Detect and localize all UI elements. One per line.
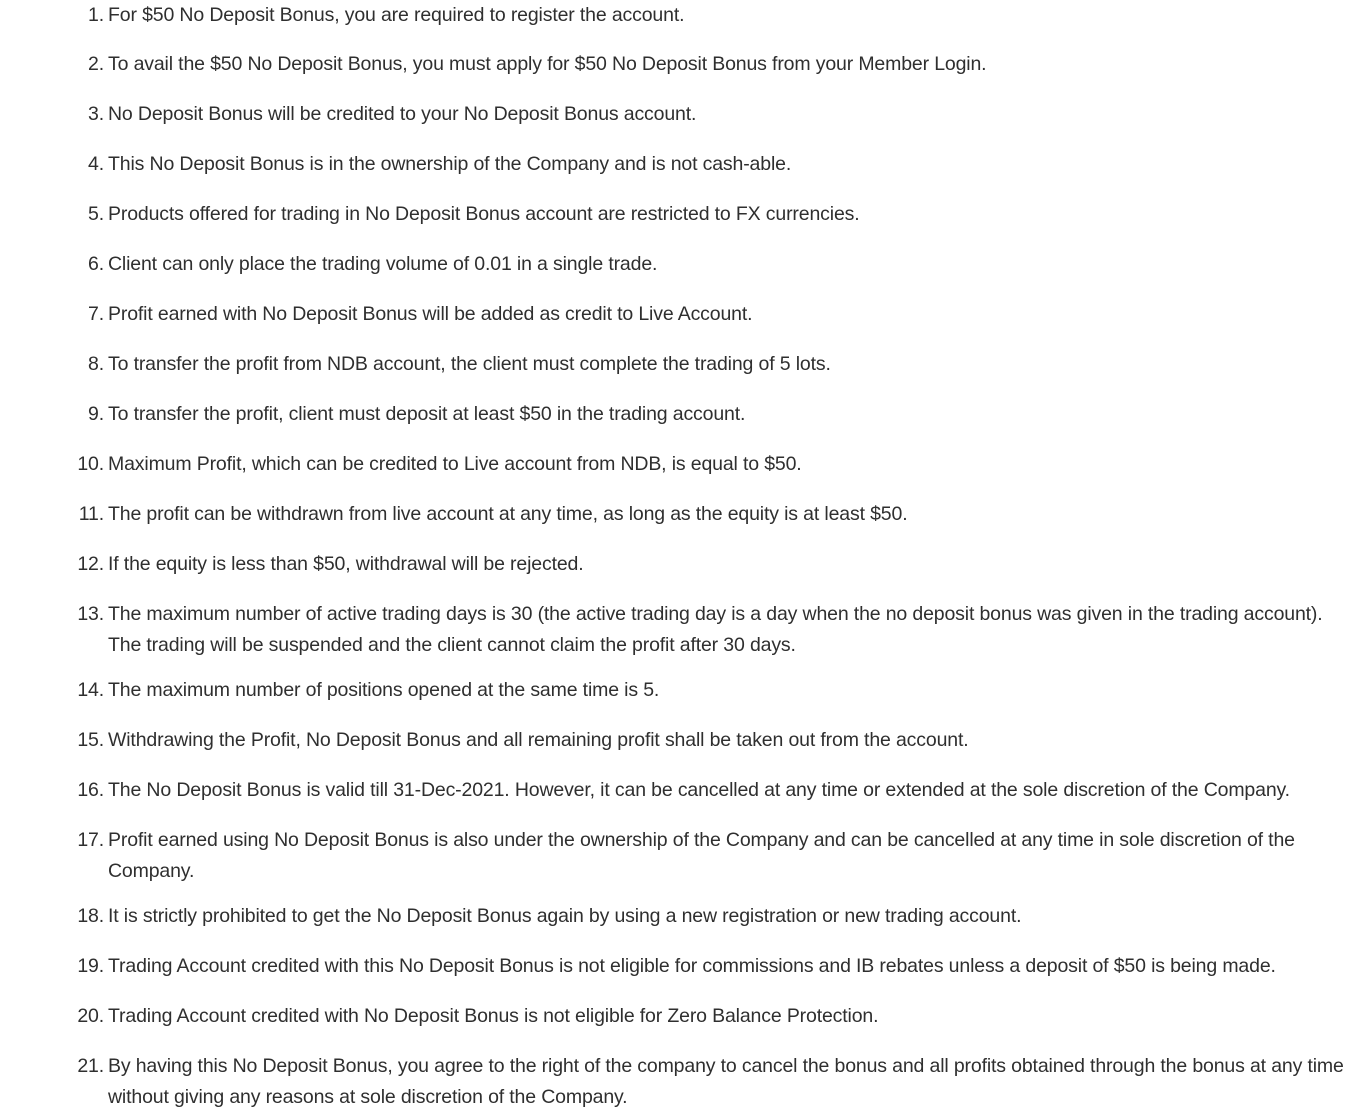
list-item-text: Profit earned using No Deposit Bonus is also under the ownership of the Company and can be cancelled at any time in sole discretion of the Company. — [108, 829, 1295, 882]
list-item-text: The No Deposit Bonus is valid till 31-Dec-2021. However, it can be cancelled at any time or extended at the sole discretion of the Company. — [108, 779, 1290, 801]
list-item-number: 10. — [77, 453, 104, 475]
list-item-text: If the equity is less than $50, withdrawal will be rejected. — [108, 553, 584, 575]
list-item-number: 9. — [88, 403, 104, 425]
list-item-number: 18. — [77, 905, 104, 927]
list-item-number: 8. — [88, 353, 104, 375]
list-item-text: Withdrawing the Profit, No Deposit Bonus and all remaining profit shall be taken out from the account. — [108, 729, 969, 751]
list-item-text: No Deposit Bonus will be credited to your No Deposit Bonus account. — [108, 103, 697, 125]
list-item-text: For $50 No Deposit Bonus, you are required to register the account. — [108, 4, 685, 26]
list-item-number: 19. — [77, 955, 104, 977]
list-item-number: 12. — [77, 553, 104, 575]
list-item-number: 13. — [77, 603, 104, 625]
list-item-number: 15. — [77, 729, 104, 751]
list-item-text: Client can only place the trading volume of 0.01 in a single trade. — [108, 253, 658, 275]
list-item-number: 14. — [77, 679, 104, 701]
list-item-number: 16. — [77, 779, 104, 801]
list-item-text: To transfer the profit from NDB account, the client must complete the trading of 5 lots. — [108, 353, 831, 375]
list-item-text: Trading Account credited with this No Deposit Bonus is not eligible for commissions and IB rebates unless a deposit of $50 is being made. — [108, 955, 1276, 977]
list-item-number: 6. — [88, 253, 104, 275]
list-item-number: 21. — [77, 1055, 104, 1077]
list-item-text: To transfer the profit, client must deposit at least $50 in the trading account. — [108, 403, 746, 425]
list-item-text: Products offered for trading in No Deposit Bonus account are restricted to FX currencies. — [108, 203, 860, 225]
list-item-text: By having this No Deposit Bonus, you agree to the right of the company to cancel the bonus and all profits obtained through the bonus at any time without giving any reasons at sole discretion of the Company. — [108, 1055, 1344, 1108]
list-item-number: 5. — [88, 203, 104, 225]
list-item-text: The maximum number of positions opened at the same time is 5. — [108, 679, 660, 701]
list-item-text: It is strictly prohibited to get the No Deposit Bonus again by using a new registration or new trading account. — [108, 905, 1022, 927]
list-item-number: 3. — [88, 103, 104, 125]
list-item-number: 4. — [88, 153, 104, 175]
list-item-text: Profit earned with No Deposit Bonus will be added as credit to Live Account. — [108, 303, 753, 325]
list-item-number: 2. — [88, 53, 104, 75]
list-item-number: 20. — [77, 1005, 104, 1027]
list-item-text: This No Deposit Bonus is in the ownership of the Company and is not cash-able. — [108, 153, 792, 175]
list-item-number: 11. — [78, 503, 104, 525]
list-item-number: 7. — [88, 303, 104, 325]
list-item-number: 17. — [77, 829, 104, 851]
list-item-text: Maximum Profit, which can be credited to Live account from NDB, is equal to $50. — [108, 453, 802, 475]
list-item-text: The maximum number of active trading days is 30 (the active trading day is a day when the no deposit bonus was given in the trading account). The trading will be suspended and the client cannot claim the profit after 30 days. — [108, 603, 1323, 656]
list-item-number: 1. — [88, 4, 104, 26]
list-item-text: Trading Account credited with No Deposit Bonus is not eligible for Zero Balance Protection. — [108, 1005, 879, 1027]
list-item-text: To avail the $50 No Deposit Bonus, you must apply for $50 No Deposit Bonus from your Member Login. — [108, 53, 987, 75]
list-item-text: The profit can be withdrawn from live account at any time, as long as the equity is at least $50. — [108, 503, 908, 525]
